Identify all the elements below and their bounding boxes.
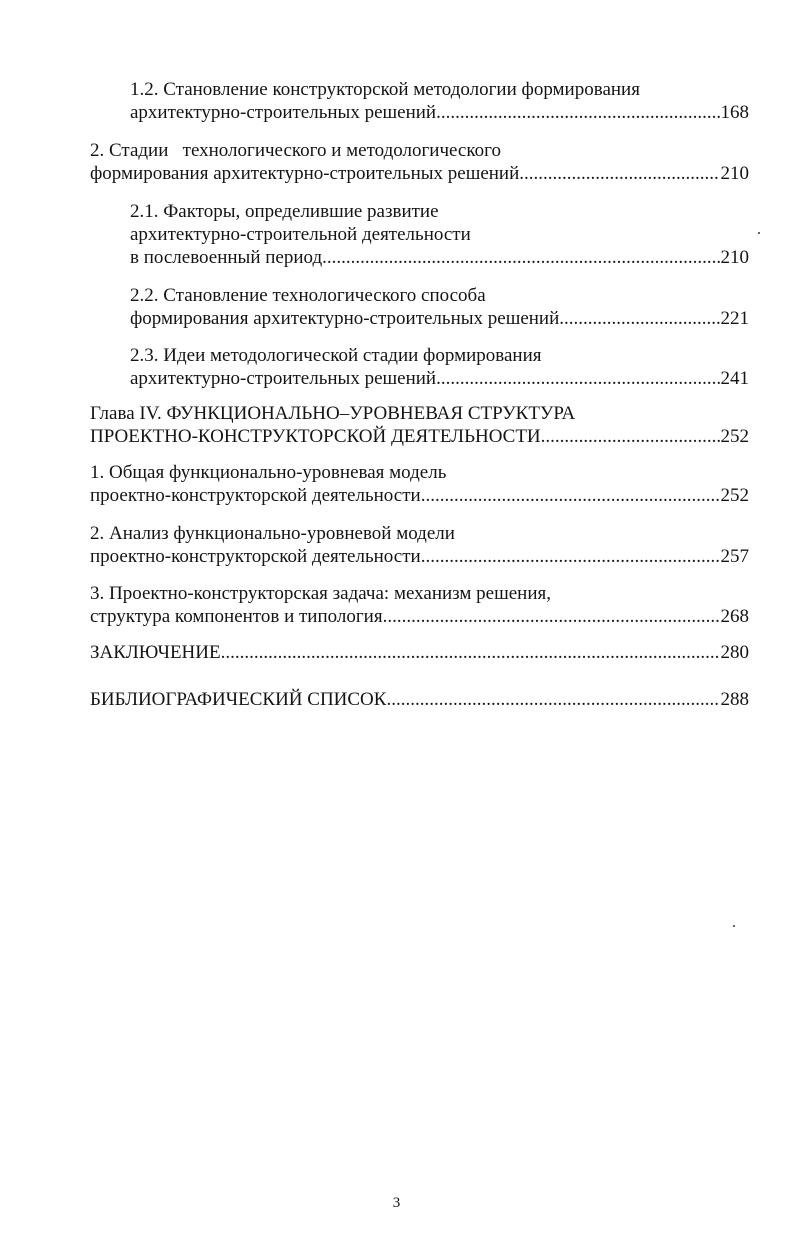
toc-entry-line: формирования архитектурно-строительных решений <box>130 308 560 329</box>
toc-entry-line: 2.1. Факторы, определившие развитие <box>130 201 439 222</box>
toc-entry-line: ЗАКЛЮЧЕНИЕ <box>90 642 221 663</box>
toc-entry-2-2 <box>130 284 749 330</box>
toc-entry-line: 2.3. Идеи методологической стадии формирования <box>130 345 542 366</box>
toc-page-number: 221 <box>720 308 749 329</box>
toc-page-number: 168 <box>720 102 749 123</box>
toc-entry-line: структура компонентов и типология <box>90 606 383 627</box>
toc-page-number: 210 <box>720 163 749 184</box>
toc-entry-line: БИБЛИОГРАФИЧЕСКИЙ СПИСОК <box>90 689 387 710</box>
toc-page-number: 268 <box>720 606 749 627</box>
dot-leader <box>541 425 720 448</box>
toc-entry-line: проектно-конструкторской деятельности <box>90 546 421 567</box>
toc-entry-line: архитектурно-строительных решений <box>130 368 437 389</box>
toc-entry-4-1 <box>90 461 749 507</box>
toc-page-number: 288 <box>720 689 749 710</box>
toc-entry-conclusion <box>90 641 749 664</box>
toc-entry-2 <box>90 139 749 185</box>
toc-entry-line: формирования архитектурно-строительных решений <box>90 163 520 184</box>
scan-speck <box>758 232 760 234</box>
toc-entry-4-2 <box>90 522 749 568</box>
dot-leader <box>436 101 719 124</box>
toc-page-number: 280 <box>720 642 749 663</box>
toc-page-number: 252 <box>720 426 749 447</box>
toc-entry-4-3 <box>90 582 749 628</box>
dot-leader <box>386 688 719 711</box>
toc-entry-line: в послевоенный период <box>130 247 323 268</box>
toc-entry-chapter-4 <box>90 402 749 448</box>
dot-leader <box>322 246 719 269</box>
dot-leader <box>519 162 719 185</box>
page-number: 3 <box>392 1195 401 1211</box>
toc-entry-bibliography <box>90 688 749 711</box>
dot-leader <box>221 641 720 664</box>
toc-entry-line: 1. Общая функционально-уровневая модель <box>90 462 447 483</box>
toc-page-number: 241 <box>720 368 749 389</box>
toc-entry-line: 1.2. Становление конструкторской методологии формирования <box>130 79 640 100</box>
toc-entry-line: 2. Стадии технологического и методологического <box>90 140 501 161</box>
toc-entry-line: проектно-конструкторской деятельности <box>90 485 421 506</box>
toc-entry-line: 2. Анализ функционально-уровневой модели <box>90 523 455 544</box>
toc-entry-2-1 <box>130 200 749 269</box>
dot-leader <box>383 605 720 628</box>
toc-entry-line: архитектурно-строительных решений <box>130 102 437 123</box>
toc-page-number: 257 <box>720 546 749 567</box>
toc-entry-1-2 <box>130 78 749 124</box>
dot-leader <box>421 484 720 507</box>
toc-entry-2-3 <box>130 344 749 390</box>
dot-leader <box>559 307 719 330</box>
toc-entry-line: архитектурно-строительной деятельности <box>130 224 471 245</box>
dot-leader <box>421 545 720 568</box>
toc-page-number: 252 <box>720 485 749 506</box>
dot-leader <box>436 367 719 390</box>
toc-entry-line: Глава IV. ФУНКЦИОНАЛЬНО–УРОВНЕВАЯ СТРУКТУРА <box>90 403 576 424</box>
toc-entry-line: 3. Проектно-конструкторская задача: механизм решения, <box>90 583 552 604</box>
toc-entry-line: 2.2. Становление технологического способа <box>130 285 486 306</box>
toc-page-number: 210 <box>720 247 749 268</box>
scan-speck <box>733 925 735 927</box>
toc-entry-line: ПРОЕКТНО-КОНСТРУКТОРСКОЙ ДЕЯТЕЛЬНОСТИ <box>90 426 541 447</box>
